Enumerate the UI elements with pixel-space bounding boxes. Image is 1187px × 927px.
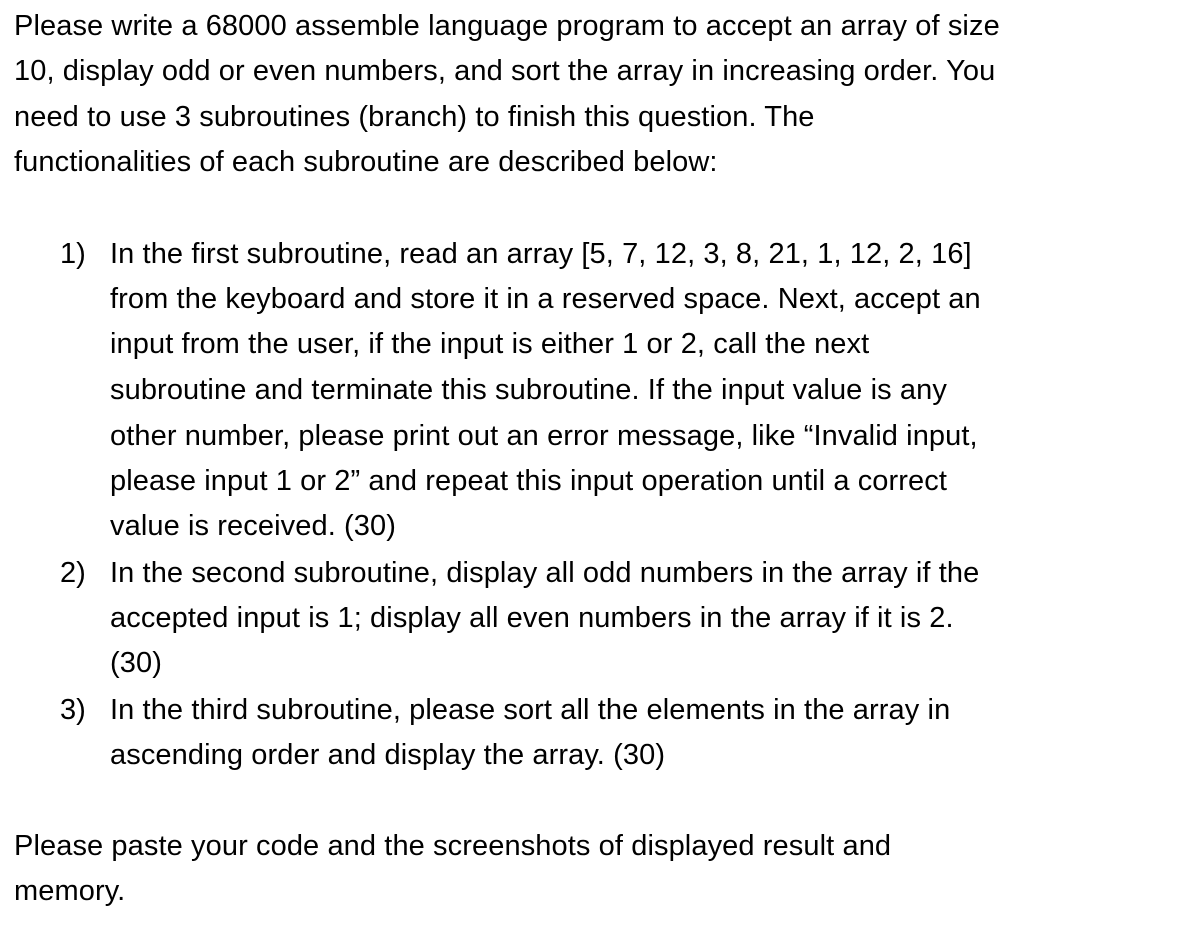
list-item-line: ascending order and display the array. (30) [110, 739, 666, 771]
list-item-line: In the second subroutine, display all odd numbers in the array if the [110, 557, 980, 589]
list-item-line: In the third subroutine, please sort all the elements in the array in [110, 694, 951, 726]
list-number: 1) [60, 238, 86, 270]
intro-line: Please write a 68000 assemble language program to accept an array of size [14, 10, 1000, 42]
list-item-line: from the keyboard and store it in a reserved space. Next, accept an [110, 283, 981, 315]
list-item-line: In the first subroutine, read an array [5, 7, 12, 3, 8, 21, 1, 12, 2, 16] [110, 238, 972, 270]
list-number: 2) [60, 557, 86, 589]
list-item-line: (30) [110, 647, 162, 679]
list-item-line: other number, please print out an error message, like “Invalid input, [110, 420, 978, 452]
closing-line: memory. [14, 875, 126, 907]
list-item-line: value is received. (30) [110, 510, 396, 542]
intro-line: functionalities of each subroutine are described below: [14, 146, 718, 178]
list-item-line: accepted input is 1; display all even numbers in the array if it is 2. [110, 602, 954, 634]
closing-line: Please paste your code and the screenshots of displayed result and [14, 830, 892, 862]
list-number: 3) [60, 694, 86, 726]
list-item-line: subroutine and terminate this subroutine. If the input value is any [110, 374, 947, 406]
intro-line: need to use 3 subroutines (branch) to finish this question. The [14, 101, 815, 133]
list-item-line: please input 1 or 2” and repeat this input operation until a correct [110, 465, 948, 497]
intro-line: 10, display odd or even numbers, and sort the array in increasing order. You [14, 55, 996, 87]
list-item-line: input from the user, if the input is either 1 or 2, call the next [110, 328, 870, 360]
